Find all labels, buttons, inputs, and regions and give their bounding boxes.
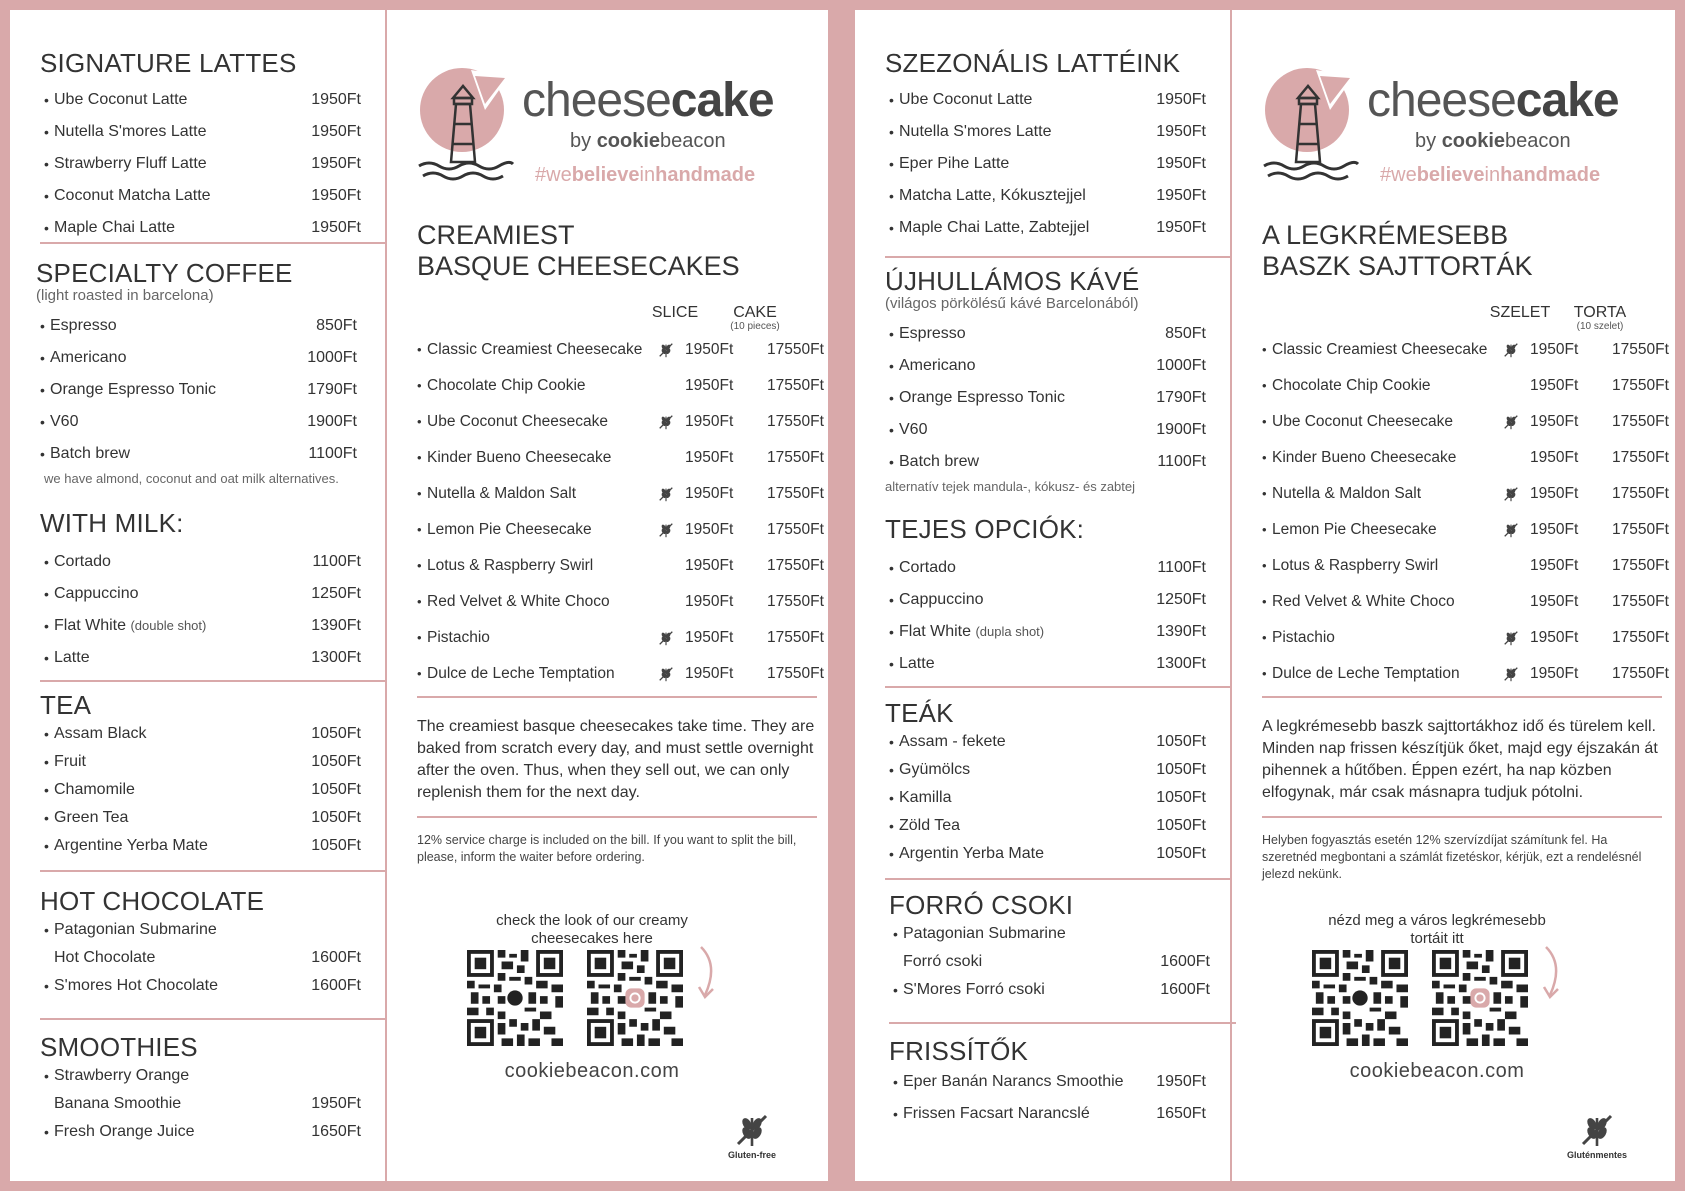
website-link[interactable]: cookiebeacon.com: [504, 1060, 680, 1082]
gluten-free-icon: [1502, 413, 1520, 431]
menu-item: • Orange Espresso Tonic 1790Ft: [36, 374, 383, 406]
menu-item: • Strawberry Orange: [40, 1062, 387, 1090]
menu-item: • Flat White (dupla shot) 1390Ft: [885, 616, 1232, 648]
teas-section: [885, 698, 1232, 880]
menu-item: • Orange Espresso Tonic 1790Ft: [885, 382, 1232, 414]
section-title: SZEZONÁLIS LATTÉINK: [885, 48, 1181, 78]
menu-item: • Assam - fekete 1050Ft: [885, 728, 1232, 756]
menu-item: • Cortado 1100Ft: [885, 552, 1232, 584]
drinks-column: [855, 10, 1232, 1181]
cheesecake-row: • Classic Creamiest Cheesecake 1950Ft 17550Ft: [1262, 332, 1662, 368]
with-milk-section: [40, 508, 387, 682]
menu-item: • Batch brew 1100Ft: [36, 438, 383, 470]
cheesecake-table: [1262, 332, 1669, 698]
cheesecake-row: • Lemon Pie Cheesecake 1950Ft 17550Ft: [1262, 512, 1662, 548]
specialty-coffee-section: [36, 258, 383, 488]
col-header-slice: SLICE: [651, 304, 699, 321]
menu-page-hungarian: [855, 10, 1675, 1181]
cheesecake-row: • Dulce de Leche Temptation 1950Ft 17550Ft: [1262, 656, 1662, 692]
arrow-icon: [695, 945, 719, 1005]
section-title: HOT CHOCOLATE: [40, 886, 265, 916]
cheesecake-row: • Kinder Bueno Cheesecake 1950Ft 17550Ft: [1262, 440, 1662, 476]
section-title: ÚJHULLÁMOS KÁVÉ: [885, 266, 1140, 296]
cheesecake-row: • Kinder Bueno Cheesecake 1950Ft 17550Ft: [417, 440, 817, 476]
cheesecake-row: • Ube Coconut Cheesecake 1950Ft 17550Ft: [417, 404, 817, 440]
menu-item: • Patagonian Submarine: [889, 920, 1236, 948]
menu-item: • Zöld Tea 1050Ft: [885, 812, 1232, 840]
menu-item: • Batch brew 1100Ft: [885, 446, 1232, 478]
menu-item: • S'mores Hot Chocolate 1600Ft: [40, 972, 387, 1000]
gluten-free-icon: [657, 413, 675, 431]
drinks-column: [10, 10, 387, 1181]
menu-item: • Coconut Matcha Latte 1950Ft: [40, 180, 387, 212]
milk-note: we have almond, coconut and oat milk alternatives.: [44, 471, 339, 486]
menu-item: • Espresso 850Ft: [36, 310, 383, 342]
menu-item: • Argentin Yerba Mate 1050Ft: [885, 840, 1232, 868]
section-title: TEÁK: [885, 698, 954, 728]
brand-hashtag: #webelieveinhandmade: [535, 164, 756, 186]
menu-item: • Eper Banán Narancs Smoothie 1950Ft: [889, 1066, 1236, 1098]
gluten-free-label: Gluténmentes: [1566, 1150, 1627, 1160]
hot-chocolate-section: [889, 890, 1236, 1024]
menu-item: • Nutella S'mores Latte 1950Ft: [40, 116, 387, 148]
menu-item: • Assam Black 1050Ft: [40, 720, 387, 748]
gluten-free-icon: [657, 629, 675, 647]
menu-item: • Argentine Yerba Mate 1050Ft: [40, 832, 387, 860]
section-subtitle: (világos pörkölésű kávé Barcelonából): [885, 295, 1139, 312]
cheesecake-table: [417, 332, 824, 698]
cheesecakes-title: CREAMIEST BASQUE CHEESECAKES: [417, 220, 740, 281]
gluten-free-icon: [1502, 521, 1520, 539]
milk-note: alternatív tejek mandula-, kókusz- és zabtej: [885, 479, 1136, 494]
cheesecake-row: • Chocolate Chip Cookie 1950Ft 17550Ft: [1262, 368, 1662, 404]
qr-caption: nézd meg a város legkrémesebb tortáit itt: [1328, 912, 1546, 947]
gluten-free-icon: [732, 1110, 772, 1150]
section-title: FRISSÍTŐK: [889, 1036, 1029, 1066]
col-header-cake: TORTA (10 szelet): [1573, 304, 1627, 332]
instagram-qr-code[interactable]: [1432, 950, 1528, 1046]
section-title: TEA: [40, 690, 92, 720]
gluten-free-icon: [1502, 341, 1520, 359]
gluten-free-icon: [1577, 1110, 1617, 1150]
lighthouse-logo-icon: [417, 58, 517, 188]
cheesecake-row: • Red Velvet & White Choco 1950Ft 17550Ft: [1262, 584, 1662, 620]
menu-item: • Maple Chai Latte 1950Ft: [40, 212, 387, 244]
gluten-free-icon: [1502, 485, 1520, 503]
milk-options-section: [885, 514, 1232, 688]
menu-item: • Gyümölcs 1050Ft: [885, 756, 1232, 784]
menu-item-continued: Hot Chocolate 1600Ft: [54, 949, 361, 966]
menu-item: • Eper Pihe Latte 1950Ft: [885, 148, 1232, 180]
cheesecake-description: The creamiest basque cheesecakes take time. They are baked from scratch every day, and must settle overnight after the oven. Thus, when they sell out, we can only replenish them for the next day.: [417, 716, 817, 818]
section-title: SPECIALTY COFFEE: [36, 258, 293, 288]
tiktok-qr-code[interactable]: [1312, 950, 1408, 1046]
cheesecake-column: [387, 10, 828, 1181]
cheesecake-row: • Red Velvet & White Choco 1950Ft 17550Ft: [417, 584, 817, 620]
signature-lattes-section: [40, 48, 387, 244]
refreshments-section: [889, 1036, 1236, 1130]
menu-item: • Cortado 1100Ft: [40, 546, 387, 578]
menu-item: • Matcha Latte, Kókusztejjel 1950Ft: [885, 180, 1232, 212]
service-charge-note: 12% service charge is included on the bill. If you want to split the bill, please, inform the waiter before ordering.: [417, 833, 797, 864]
menu-item: • V60 1900Ft: [36, 406, 383, 438]
menu-item: • Fresh Orange Juice 1650Ft: [40, 1118, 387, 1146]
gluten-free-icon: [657, 521, 675, 539]
menu-item: • Patagonian Submarine: [40, 916, 387, 944]
menu-item: • Fruit 1050Ft: [40, 748, 387, 776]
gluten-free-icon: [1502, 665, 1520, 683]
tea-section: [40, 690, 387, 872]
gluten-free-icon: [657, 341, 675, 359]
tiktok-qr-code[interactable]: [467, 950, 563, 1046]
arrow-icon: [1540, 945, 1564, 1005]
qr-caption: check the look of our creamy cheesecakes here: [496, 912, 688, 947]
menu-item: • Espresso 850Ft: [885, 318, 1232, 350]
instagram-qr-code[interactable]: [587, 950, 683, 1046]
menu-item: • S'Mores Forró csoki 1600Ft: [889, 976, 1236, 1004]
section-title: SIGNATURE LATTES: [40, 48, 297, 78]
service-charge-note: Helyben fogyasztás esetén 12% szervízdíjat számítunk fel. Ha szeretnéd megbontani a számlát fizetéskor, kérjük, ezt a rendelésnél jelezd nekünk.: [1262, 833, 1642, 881]
menu-item: • Ube Coconut Latte 1950Ft: [40, 84, 387, 116]
brand-name: cheesecake: [1367, 74, 1619, 127]
menu-item: • Ube Coconut Latte 1950Ft: [885, 84, 1232, 116]
menu-page-english: [10, 10, 828, 1181]
menu-item: • Chamomile 1050Ft: [40, 776, 387, 804]
section-subtitle: (light roasted in barcelona): [36, 287, 214, 304]
gluten-free-icon: [1502, 629, 1520, 647]
menu-item: • Cappuccino 1250Ft: [40, 578, 387, 610]
gluten-free-icon: [657, 665, 675, 683]
cheesecakes-title: A LEGKRÉMESEBB BASZK SAJTTORTÁK: [1262, 220, 1533, 281]
cheesecake-row: • Classic Creamiest Cheesecake 1950Ft 17550Ft: [417, 332, 817, 368]
website-link[interactable]: cookiebeacon.com: [1349, 1060, 1525, 1082]
section-title: TEJES OPCIÓK:: [885, 514, 1085, 544]
cheesecake-column: [1232, 10, 1675, 1181]
cheesecake-row: • Lotus & Raspberry Swirl 1950Ft 17550Ft: [417, 548, 817, 584]
menu-item: • Flat White (double shot) 1390Ft: [40, 610, 387, 642]
section-title: WITH MILK:: [40, 508, 184, 538]
cheesecake-row: • Lotus & Raspberry Swirl 1950Ft 17550Ft: [1262, 548, 1662, 584]
lighthouse-logo-icon: [1262, 58, 1362, 188]
brand-name: cheesecake: [522, 74, 774, 127]
section-title: SMOOTHIES: [40, 1032, 198, 1062]
cheesecake-row: • Chocolate Chip Cookie 1950Ft 17550Ft: [417, 368, 817, 404]
menu-item: • Green Tea 1050Ft: [40, 804, 387, 832]
menu-item-continued: Banana Smoothie 1950Ft: [54, 1095, 361, 1112]
menu-item: • Americano 1000Ft: [885, 350, 1232, 382]
menu-item: • Americano 1000Ft: [36, 342, 383, 374]
col-header-slice: SZELET: [1489, 304, 1551, 321]
smoothies-section: [40, 1032, 387, 1146]
gluten-free-icon: [657, 485, 675, 503]
brand-byline: by cookiebeacon: [1415, 130, 1571, 152]
seasonal-lattes-section: [885, 48, 1232, 258]
cheesecake-description: A legkrémesebb baszk sajttortákhoz idő és türelem kell. Minden nap frissen készítjük őket, majd egy éjszakán át pihennek a hűtőben. Éppen ezért, ha nap közben elfogynak, már csak másnapra tudjuk pótolni.: [1262, 716, 1662, 818]
menu-item-continued: Forró csoki 1600Ft: [903, 953, 1210, 970]
hot-chocolate-section: [40, 886, 387, 1020]
menu-item: • Strawberry Fluff Latte 1950Ft: [40, 148, 387, 180]
cheesecake-row: • Nutella & Maldon Salt 1950Ft 17550Ft: [417, 476, 817, 512]
cheesecake-row: • Dulce de Leche Temptation 1950Ft 17550Ft: [417, 656, 817, 692]
menu-item: • Latte 1300Ft: [885, 648, 1232, 680]
new-wave-coffee-section: [885, 266, 1232, 496]
section-title: FORRÓ CSOKI: [889, 890, 1074, 920]
menu-item: • Frissen Facsart Narancslé 1650Ft: [889, 1098, 1236, 1130]
menu-item: • Nutella S'mores Latte 1950Ft: [885, 116, 1232, 148]
menu-item: • Latte 1300Ft: [40, 642, 387, 674]
brand-byline: by cookiebeacon: [570, 130, 726, 152]
cheesecake-row: • Ube Coconut Cheesecake 1950Ft 17550Ft: [1262, 404, 1662, 440]
brand-hashtag: #webelieveinhandmade: [1380, 164, 1601, 186]
col-header-cake: CAKE (10 pieces): [730, 304, 780, 332]
cheesecake-row: • Pistachio 1950Ft 17550Ft: [1262, 620, 1662, 656]
menu-item: • Kamilla 1050Ft: [885, 784, 1232, 812]
cheesecake-row: • Pistachio 1950Ft 17550Ft: [417, 620, 817, 656]
gluten-free-label: Gluten-free: [727, 1150, 776, 1160]
cheesecake-row: • Lemon Pie Cheesecake 1950Ft 17550Ft: [417, 512, 817, 548]
menu-item: • Maple Chai Latte, Zabtejjel 1950Ft: [885, 212, 1232, 244]
menu-item: • Cappuccino 1250Ft: [885, 584, 1232, 616]
cheesecake-row: • Nutella & Maldon Salt 1950Ft 17550Ft: [1262, 476, 1662, 512]
menu-item: • V60 1900Ft: [885, 414, 1232, 446]
